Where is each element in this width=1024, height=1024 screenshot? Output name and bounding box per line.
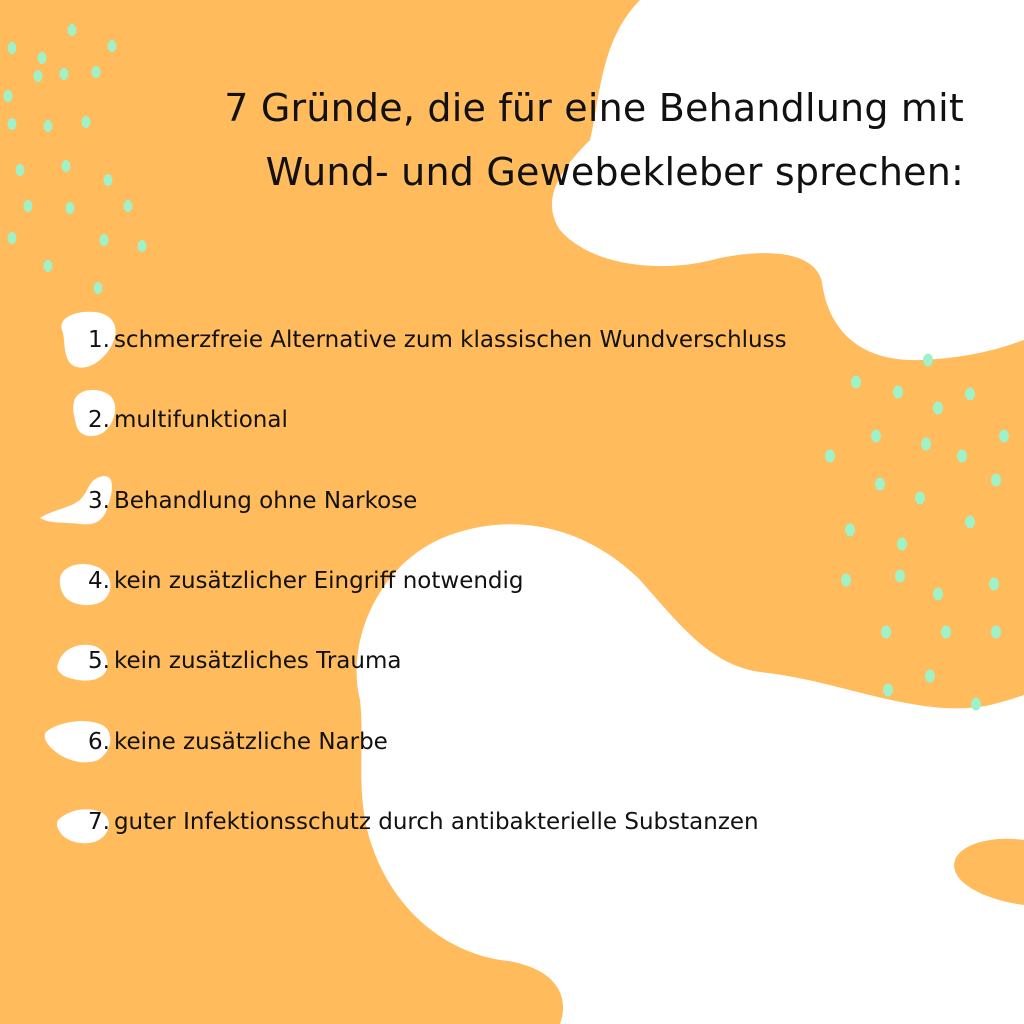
blob-bottom (357, 524, 1024, 1024)
list-item (88, 726, 388, 758)
list-item-number: 3. (88, 488, 110, 514)
dots-right (825, 354, 1009, 711)
list-item-text: guter Infektionsschutz durch antibakterielle Substanzen (113, 809, 759, 835)
list-item-text: Behandlung ohne Narkose (113, 488, 418, 514)
list-item-text: schmerzfreie Alternative zum klassischen Wundverschluss (113, 327, 787, 353)
list-item (88, 324, 787, 356)
list-item-number: 7. (88, 809, 110, 835)
list-item-number: 2. (88, 407, 110, 433)
list-item (88, 404, 288, 436)
list-item (88, 645, 401, 677)
list-item (88, 806, 759, 838)
list-item-number: 5. (88, 648, 110, 674)
list-item-text: kein zusätzliches Trauma (113, 648, 402, 674)
list-item-text: kein zusätzlicher Eingriff notwendig (113, 568, 524, 594)
title-line-2: Wund- und Gewebekleber sprechen: (265, 150, 964, 194)
page-title (100, 76, 964, 204)
title-line-1: 7 Gründe, die für eine Behandlung mit (224, 86, 964, 130)
list-item-number: 6. (88, 729, 110, 755)
list-item-number: 4. (88, 568, 110, 594)
list-item-text: multifunktional (113, 407, 288, 433)
list-item-number: 1. (88, 327, 110, 353)
list-item-text: keine zusätzliche Narbe (113, 729, 388, 755)
list-item (88, 485, 417, 517)
list-item (88, 565, 524, 597)
